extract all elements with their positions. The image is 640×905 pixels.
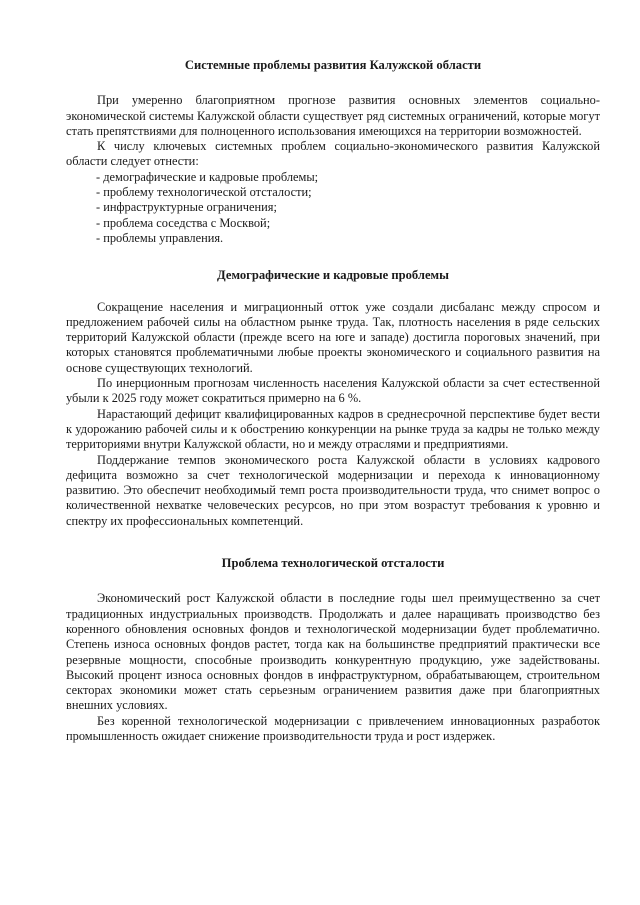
- section-paragraph: Экономический рост Калужской области в последние годы шел преимущественно за счет традиционных индустриальных производств. Продолжать и далее наращивать производство без коренного обновления основных фондов и технологической модернизации будет проблематично. Степень износа основных фондов растет, тогда как на большинстве предприятий практически все резервные мощности, способные производить конкурентную продукцию, уже задействованы. Высокий процент износа основных фондов в инфраструктурном, обрабатывающем, строительном секторах экономики может стать серьезным ограничением развития даже при благоприятных внешних условиях.: [66, 591, 600, 713]
- intro-block: [66, 93, 600, 246]
- section-technology: [66, 556, 600, 744]
- section-paragraph: Нарастающий дефицит квалифицированных кадров в среднесрочной перспективе будет вести к удорожанию рабочей силы и к обострению конкуренции на рынке труда за кадры не только между территориями внутри Калужской области, но и между отраслями и предприятиями.: [66, 406, 600, 452]
- list-item: - демографические и кадровые проблемы;: [96, 169, 319, 184]
- problems-list: [66, 170, 600, 246]
- section-paragraph: По инерционным прогнозам численность населения Калужской области за счет естественной убыли к 2025 году может сократиться примерно на 6 %.: [66, 376, 600, 406]
- section-heading: Демографические и кадровые проблемы: [217, 268, 449, 283]
- list-item: - инфраструктурные ограничения;: [96, 200, 277, 215]
- section-paragraph: Без коренной технологической модернизации с привлечением инновационных разработок промышленность ожидает снижение производительности труда и рост издержек.: [66, 713, 600, 743]
- section-paragraph: Поддержание темпов экономического роста Калужской области в условиях кадрового дефицита возможно за счет технологической модернизации и перехода к инновационному развитию. Это обеспечит необходимый темп роста производительности труда, что снимет вопрос о количественной нехватке человеческих ресурсов, но при этом возрастут требования к уровню и спектру их профессиональных компетенций.: [66, 452, 600, 528]
- intro-paragraph: К числу ключевых системных проблем социально-экономического развития Калужской области следует отнести:: [66, 139, 600, 169]
- document-title: Системные проблемы развития Калужской области: [184, 58, 482, 72]
- section-heading: Проблема технологической отсталости: [221, 556, 445, 571]
- list-item: - проблему технологической отсталости;: [96, 185, 312, 200]
- list-item: - проблемы управления.: [96, 230, 224, 245]
- section-paragraph: Сокращение населения и миграционный отток уже создали дисбаланс между спросом и предложением рабочей силы на областном рынке труда. Так, плотность населения в ряде сельских территорий Калужской области (прежде всего на юге и западе) достигла пороговых значений, при которых становятся проблематичными любые проекты экономического и социального развития на основе существующих технологий.: [66, 299, 600, 375]
- list-item: - проблема соседства с Москвой;: [96, 215, 271, 230]
- section-demography: [66, 268, 600, 529]
- intro-paragraph: При умеренно благоприятном прогнозе развития основных элементов социально-экономической системы Калужской области существует ряд системных ограничений, которые могут стать препятствиями для полноценного использования имеющихся на территории возможностей.: [66, 93, 600, 138]
